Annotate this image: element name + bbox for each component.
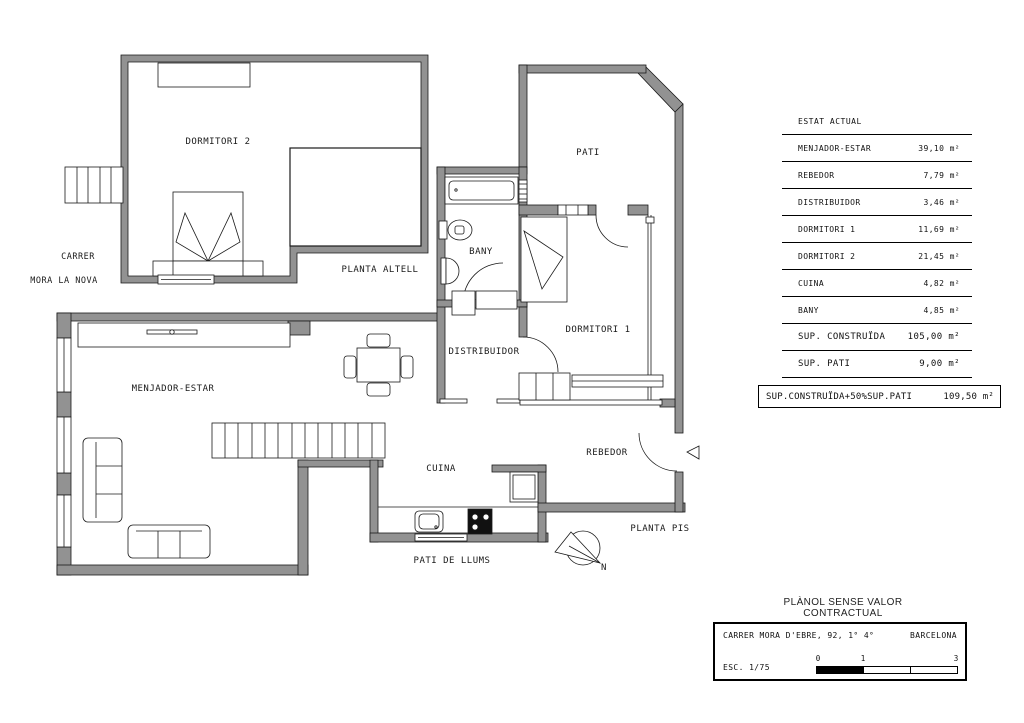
- dormitori1-furniture: [452, 217, 663, 400]
- row-value: 39,10 m²: [918, 143, 960, 153]
- table-row: [782, 161, 972, 188]
- row-value: 3,46 m²: [923, 197, 960, 207]
- room-label-bany: BANY: [469, 247, 493, 257]
- row-label: DORMITORI 1: [798, 224, 856, 234]
- label-planta-pis: PLANTA PIS: [630, 524, 690, 534]
- cuina-furniture: [378, 472, 538, 534]
- disclaimer-text: PLÀNOL SENSE VALOR CONTRACTUAL: [783, 597, 903, 619]
- table-row: [782, 215, 972, 242]
- room-label-rebedor: REBEDOR: [586, 448, 628, 458]
- dining-table-icon: [357, 348, 400, 382]
- closet-icon: [519, 373, 570, 400]
- row-label: REBEDOR: [798, 170, 835, 180]
- toilet-icon: [439, 221, 447, 239]
- address-text: CARRER MORA D'EBRE, 92, 1° 4°: [723, 631, 875, 640]
- row-label: MENJADOR-ESTAR: [798, 143, 872, 153]
- wardrobe-icon: [158, 63, 250, 87]
- row-value: 7,79 m²: [923, 170, 960, 180]
- scalebar-tick-3: 3: [953, 654, 959, 663]
- row-label: SUP. CONSTRUÏDA: [798, 332, 886, 342]
- menjador-furniture: [78, 323, 413, 558]
- row-value: 105,00 m²: [907, 332, 960, 342]
- sink-icon: [441, 258, 446, 284]
- area-table-title: ESTAT ACTUAL: [798, 117, 862, 126]
- north-label: N: [601, 563, 607, 573]
- altell-walls: [121, 55, 428, 283]
- table-row: [782, 350, 972, 377]
- bany-furniture: [439, 177, 518, 284]
- table-row: [782, 188, 972, 215]
- label-pati-de-llums: PATI DE LLUMS: [413, 556, 491, 566]
- room-label-pati: PATI: [576, 148, 600, 158]
- scalebar-tick-0: 0: [815, 654, 821, 663]
- room-label-distribuidor: DISTRIBUIDOR: [448, 347, 520, 357]
- room-label-menjador-estar: MENJADOR-ESTAR: [131, 384, 215, 394]
- table-row: [782, 242, 972, 269]
- total-value: 109,50 m²: [943, 391, 994, 402]
- cabinet-icon: [476, 291, 517, 309]
- title-block: [713, 622, 967, 681]
- row-label: CUINA: [798, 278, 825, 288]
- compass-icon: [555, 531, 600, 565]
- table-row: [782, 296, 972, 323]
- label-street-line2: MORA LA NOVA: [30, 276, 98, 286]
- sofa-icon: [83, 438, 122, 522]
- table-row: [782, 323, 972, 350]
- total-area-box: [758, 385, 1001, 408]
- sideboard-icon: [78, 323, 290, 347]
- room-label-cuina: CUINA: [426, 464, 456, 474]
- row-value: 4,82 m²: [923, 278, 960, 288]
- row-label: DORMITORI 2: [798, 251, 856, 261]
- row-value: 11,69 m²: [918, 224, 960, 234]
- area-table: [782, 112, 972, 378]
- row-label: SUP. PATI: [798, 359, 851, 369]
- row-value: 4,85 m²: [923, 305, 960, 315]
- scalebar-tick-1: 1: [860, 654, 866, 663]
- scale-label: ESC. 1/75: [723, 663, 770, 672]
- door-arcs: [463, 215, 699, 471]
- room-label-dormitori1: DORMITORI 1: [565, 325, 631, 335]
- cabinet-icon: [452, 291, 475, 315]
- city-text: BARCELONA: [910, 631, 957, 640]
- entrance-arrow-icon: [687, 446, 699, 459]
- total-label: SUP.CONSTRUÏDA+50%SUP.PATI: [766, 391, 913, 402]
- room-label-dormitori2: DORMITORI 2: [185, 137, 251, 147]
- row-label: BANY: [798, 305, 819, 315]
- row-value: 21,45 m²: [918, 251, 960, 261]
- scalebar-icon: [816, 666, 958, 674]
- row-label: DISTRIBUIDOR: [798, 197, 861, 207]
- label-planta-altell: PLANTA ALTELL: [341, 265, 419, 275]
- table-row: [782, 269, 972, 296]
- area-table-rows: [782, 134, 972, 378]
- exterior-stairs-icon: [65, 167, 123, 203]
- stove-icon: [468, 509, 492, 534]
- row-value: 9,00 m²: [919, 359, 960, 369]
- window-icon: [558, 205, 588, 215]
- table-row: [782, 134, 972, 161]
- label-street-line1: CARRER: [61, 252, 95, 262]
- sofa-icon: [128, 525, 210, 558]
